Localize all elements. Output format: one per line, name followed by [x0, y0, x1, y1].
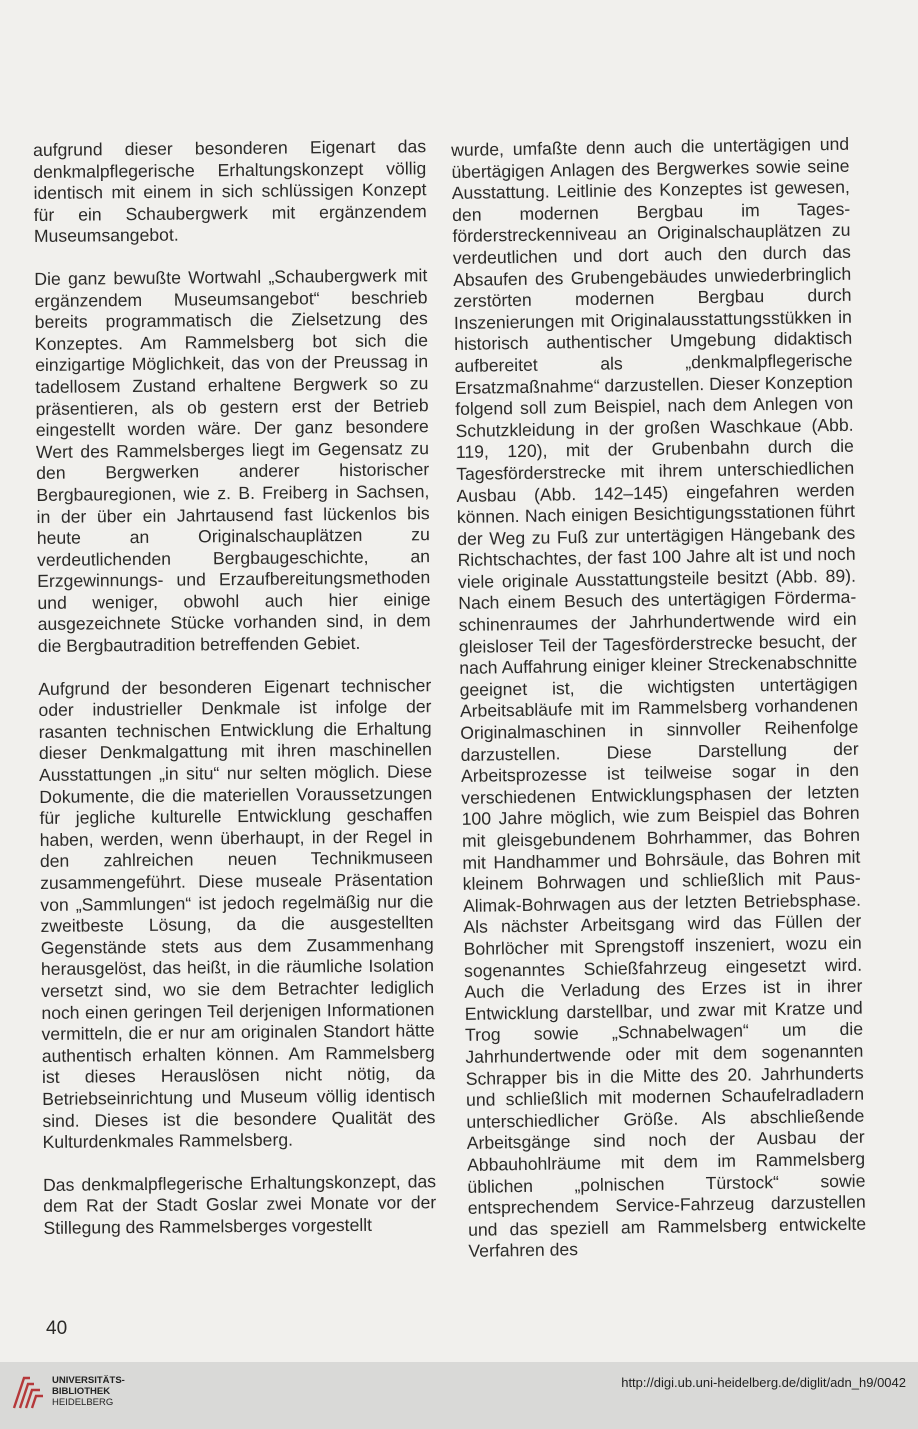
paragraph: Die ganz bewußte Wortwahl „Schaubergwerk mit ergänzendem Museumsangebot“ beschrieb bereits programmatisch die Zielsetzung des Konzeptes. Am Rammelsberg bot sich die einzigartige Möglichkeit, das von der Preussag in tadellosem Zustand erhaltene Bergwerk so zu präsentieren, als ob gestern erst der Betrieb eingestellt worden wäre. Der ganz besondere Wert des Rammelsberges liegt im Gegensatz zu den Bergwerken anderer historischer Bergbauregionen, wie z. B. Freiberg in Sachsen, in der über ein Jahrtausend fast lückenlos bis heute an Originalschauplätzen zu verdeutlichenden Bergbaugeschichte, an Erzgewinnungs- und Erzaufbereitungsmethoden und weniger, obwohl auch hier einige ausgezeichnete Stücke vorhanden sind, in dem die Bergbautradition betreffenden Gebiet.	[34, 265, 431, 657]
footer-bar	[0, 1362, 918, 1429]
text-column-left	[33, 136, 437, 1239]
source-url-link[interactable]: http://digi.ub.uni-heidelberg.de/diglit/adn_h9/0042	[621, 1375, 906, 1390]
text-column-right	[451, 134, 867, 1263]
library-logo-icon[interactable]	[10, 1372, 46, 1412]
library-name-line: BIBLIOTHEK	[52, 1386, 111, 1397]
paragraph: Das denkmalpflegerische Erhaltungskonzept, das dem Rat der Stadt Goslar zwei Monate vor der Stillegung des Rammelsberges vorgestellt	[42, 1170, 437, 1238]
page-number: 40	[46, 1318, 68, 1339]
library-name[interactable]	[52, 1375, 125, 1408]
paragraph: wurde, umfaßte denn auch die untertägigen und übertägigen Anlagen des Bergwerkes sowie seine Ausstattung. Leitlinie des Konzeptes ist gewesen, den modernen Bergbau im Tagesförderstreckenniveau an Originalschauplätzen zu verdeutlichen und dort auch den durch das Absaufen des Grubengebäudes unwiederbringlich zerstörten modernen Bergbau durch Inszenierungen mit Originalausstattungsstükken in historisch authentischer Umgebung didaktisch aufbereitet als „denkmalpflegerische Ersatzmaßnahme“ darzustellen. Dieser Konzeption folgend soll zum Beispiel, nach dem Anlegen von Schutzkleidung in der großen Waschkaue (Abb. 119, 120), mit der Grubenbahn durch die Tagesförderstrecke mit ihrem unterschiedlichen Ausbau (Abb. 142–145) eingefahren werden können. Nach einigen Besichtigungsstationen führt der Weg zu Fuß zur untertägigen Hängebank des Richtschachtes, der fast 100 Jahre alt ist und noch viele originale Ausstattungsteile besitzt (Abb. 89). Nach einem Besuch des untertägigen Fördermaschinenraumes der Jahrhundertwende wird ein gleisloser Teil der Tagesförderstrecke besucht, der nach Auffahrung einiger kleiner Streckenabschnitte geeignet ist, die wichtigsten untertägigen Arbeitsabläufe mit im Rammelsberg vorhandenen Originalmaschinen in sinnvoller Reihenfolge darzustellen. Diese Darstellung der Arbeitsprozesse ist teilweise sogar in den verschiedenen Entwicklungsphasen der letzten 100 Jahre möglich, wie zum Beispiel das Bohren mit gleisgebundenem Bohrhammer, das Bohren mit Handhammer und Bohrsäule, das Bohren mit kleinem Bohrwagen und schließlich mit Paus-Alimak-Bohrwagen aus der letzten Betriebsphase. Als nächster Arbeitsgang wird das Füllen der Bohrlöcher mit Sprengstoff inszeniert, wozu ein sogenanntes Schießfahrzeug eingesetzt wird. Auch die Verladung des Erzes ist in ihrer Entwicklung darstellbar, und zwar mit Kratze und Trog sowie „Schnabelwagen“ um die Jahrhundertwende oder mit dem sogenannten Schrapper bis in die Mitte des 20. Jahrhunderts und schließlich mit modernen Schaufelradladern unterschiedlicher Größe. Als abschließende Arbeitsgänge sind noch der Ausbau der Abbauhohlräume mit dem im Rammelsberg üblichen „polnischen Türstock“ sowie entsprechendem Service-Fahrzeug darzustellen und das speziell am Rammelsberg entwickelte Verfahren des	[451, 133, 867, 1262]
paragraph: Aufgrund der besonderen Eigenart technischer oder industrieller Denkmale ist infolge der rasanten technischen Entwicklung die Erhaltung dieser Denkmalgattung mit ihren maschinellen Ausstattungen „in situ“ nur selten möglich. Diese Dokumente, die die materiellen Voraussetzungen für jegliche kulturelle Entwicklung geschaffen haben, werden, wenn überhaupt, in der Regel in den zahlreichen neuen Technikmuseen zusammengeführt. Diese museale Präsentation von „Sammlungen“ ist jedoch regelmäßig nur die zweitbeste Lösung, da die ausgestellten Gegenstände stets aus dem Zusammenhang herausgelöst, das heißt, in die räumliche Isolation versetzt sind, wo sie dem Betrachter lediglich noch einen geringen Teil derjenigen Informationen vermitteln, die er nur am originalen Standort hätte authentisch erhalten können. Am Rammelsberg ist dieses Herauslösen nicht nötig, da Betriebseinrichtung und Museum völlig identisch sind. Dieses ist die besondere Qualität des Kulturdenkmales Rammelsberg.	[38, 674, 436, 1153]
library-name-line: UNIVERSITÄTS-	[52, 1375, 125, 1386]
library-name-line: HEIDELBERG	[52, 1397, 114, 1408]
paragraph: aufgrund dieser besonderen Eigenart das denkmalpflegerische Erhaltungskonzept völlig identisch mit einem in sich schlüssigen Konzept für ein Schaubergwerk mit ergänzendem Museumsangebot.	[33, 136, 427, 247]
